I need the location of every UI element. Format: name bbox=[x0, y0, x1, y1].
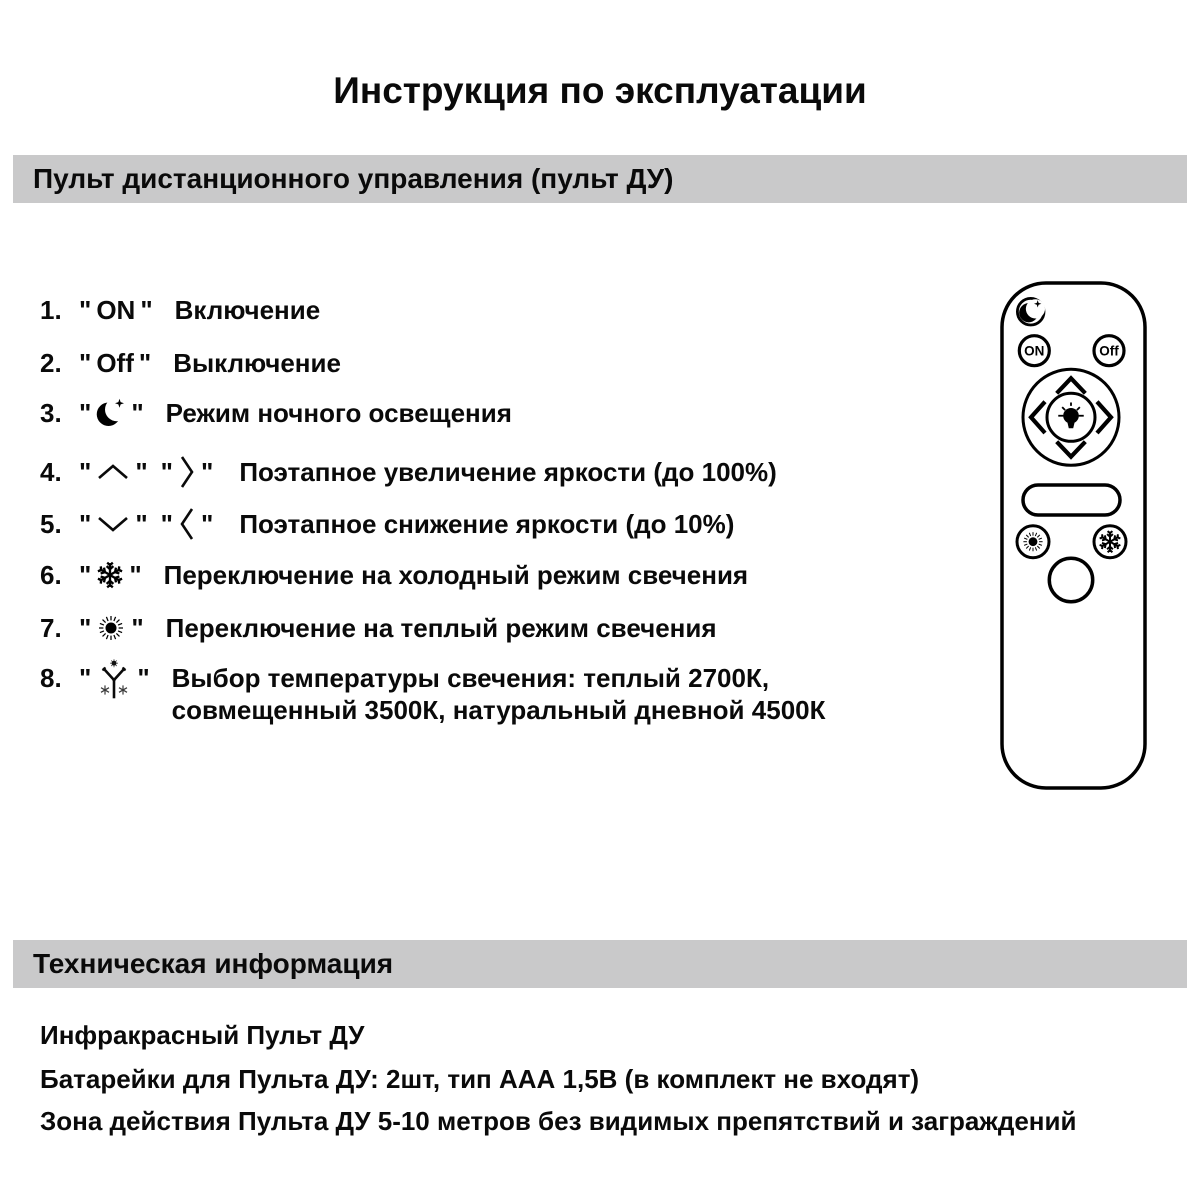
quote-mark: " bbox=[160, 457, 173, 487]
color-temperature-select-icon bbox=[96, 658, 132, 700]
list-item bbox=[40, 612, 717, 644]
section-heading-remote: Пульт дистанционного управления (пульт ДУ) bbox=[33, 163, 674, 194]
list-item-number: 5. bbox=[40, 509, 62, 539]
quote-mark: " bbox=[129, 560, 142, 590]
list-item bbox=[40, 662, 825, 726]
list-item-number: 6. bbox=[40, 560, 62, 590]
quote-mark: " bbox=[131, 613, 144, 643]
list-item-number: 7. bbox=[40, 613, 62, 643]
quote-mark: " bbox=[79, 398, 92, 428]
remote-control-illustration bbox=[995, 276, 1153, 796]
warm-mode-button bbox=[1017, 526, 1049, 558]
quote-mark: " bbox=[79, 295, 92, 325]
quote-mark: " bbox=[79, 348, 92, 378]
nav-pad bbox=[1023, 369, 1119, 465]
list-item-desc: Режим ночного освещения bbox=[165, 398, 512, 428]
quote-mark: " bbox=[135, 457, 148, 487]
list-item-number: 3. bbox=[40, 398, 62, 428]
on-button-label: ON bbox=[96, 295, 136, 325]
pill-button bbox=[1023, 485, 1120, 515]
off-button-label: Off bbox=[96, 348, 134, 378]
quote-mark: " bbox=[79, 663, 92, 693]
quote-mark: " bbox=[79, 457, 92, 487]
desc-line-2: совмещенный 3500К, натуральный дневной 4500К bbox=[171, 695, 826, 725]
round-button bbox=[1049, 558, 1092, 601]
list-item-desc: Поэтапное увеличение яркости (до 100%) bbox=[239, 457, 777, 487]
cold-mode-button bbox=[1094, 526, 1126, 558]
quote-mark: " bbox=[200, 509, 214, 539]
quote-mark: " bbox=[131, 398, 144, 428]
list-item bbox=[40, 397, 512, 429]
list-item-desc bbox=[172, 662, 826, 726]
sun-icon bbox=[96, 613, 126, 643]
section-bar-remote bbox=[13, 155, 1187, 203]
angle-bracket-right-icon bbox=[178, 454, 196, 490]
section-bar-tech bbox=[13, 940, 1187, 988]
list-item bbox=[40, 559, 748, 591]
quote-mark: " bbox=[79, 509, 92, 539]
quote-mark: " bbox=[138, 348, 152, 378]
chevron-down-icon bbox=[96, 514, 130, 534]
list-item-desc: Включение bbox=[174, 295, 321, 325]
sun-icon bbox=[1023, 532, 1042, 551]
quote-mark: " bbox=[79, 613, 92, 643]
quote-mark: " bbox=[137, 663, 150, 693]
angle-bracket-left-icon bbox=[178, 506, 196, 542]
list-item-number: 2. bbox=[40, 348, 62, 378]
list-item-number: 4. bbox=[40, 457, 62, 487]
tech-info-line: Инфракрасный Пульт ДУ bbox=[40, 1020, 365, 1050]
quote-mark: " bbox=[200, 457, 214, 487]
section-heading-tech: Техническая информация bbox=[33, 948, 394, 979]
quote-mark: " bbox=[79, 560, 92, 590]
list-item-desc: Выключение bbox=[173, 348, 341, 378]
page-title: Инструкция по эксплуатации bbox=[333, 70, 867, 111]
night-mode-button bbox=[1017, 298, 1045, 325]
list-item bbox=[40, 454, 777, 490]
list-item-number: 1. bbox=[40, 295, 62, 325]
list-item-desc: Переключение на теплый режим свечения bbox=[165, 613, 717, 643]
quote-mark: " bbox=[135, 509, 148, 539]
on-button bbox=[1019, 336, 1049, 366]
tech-info-line: Зона действия Пульта ДУ 5-10 метров без видимых препятствий и заграждений bbox=[40, 1106, 1077, 1136]
quote-mark: " bbox=[140, 295, 153, 325]
crescent-moon-icon bbox=[96, 398, 126, 428]
quote-mark: " bbox=[160, 509, 173, 539]
off-button-label: Off bbox=[1099, 343, 1119, 359]
list-item-number: 8. bbox=[40, 663, 62, 693]
list-item bbox=[40, 506, 734, 542]
on-button-label: ON bbox=[1024, 343, 1045, 359]
off-button bbox=[1094, 336, 1124, 366]
tech-info-line: Батарейки для Пульта ДУ: 2шт, тип ААА 1,5В (в комплект не входят) bbox=[40, 1064, 920, 1094]
snowflake-icon bbox=[96, 561, 124, 589]
chevron-up-icon bbox=[96, 462, 130, 482]
list-item bbox=[40, 347, 341, 379]
list-item-desc: Поэтапное снижение яркости (до 10%) bbox=[239, 509, 735, 539]
list-item bbox=[40, 294, 320, 326]
desc-line-1: Выбор температуры свечения: теплый 2700К, bbox=[171, 663, 770, 693]
list-item-desc: Переключение на холодный режим свечения bbox=[163, 560, 749, 590]
